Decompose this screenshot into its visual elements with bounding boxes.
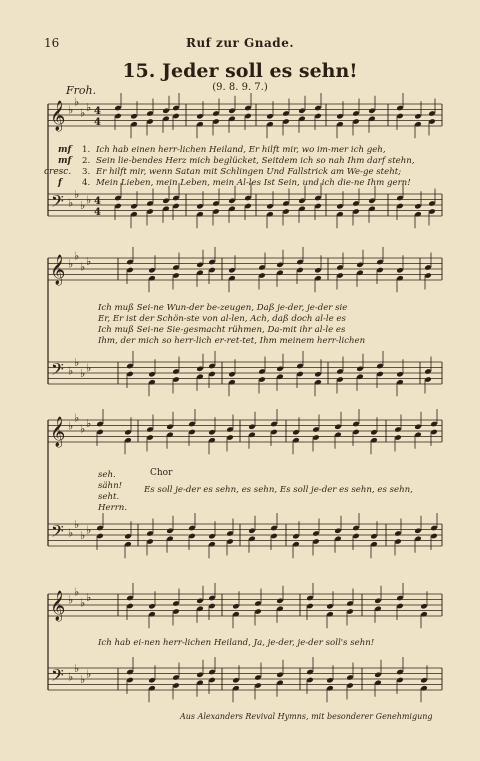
system1-time-sig: 4 — [94, 106, 101, 117]
verse-number-4: 4. — [82, 178, 91, 188]
system4-treble-key-flat: ♭ — [74, 585, 80, 599]
system1-treble-key-flat: ♭ — [80, 106, 86, 120]
system1-bass-key-flat: ♭ — [86, 193, 92, 207]
system2-bass-key-flat: ♭ — [86, 361, 92, 375]
system3-bass-key-flat: ♭ — [86, 523, 92, 537]
verse-line-4: Mein Lieben, mein Leben, mein Al-les Ist Sein, und ich die-ne Ihm gern! — [96, 178, 411, 188]
ending-verse-2: sähn! — [98, 481, 123, 491]
dynamic-verse-1: mf — [58, 145, 72, 155]
system1-bass-key-flat: ♭ — [74, 188, 80, 201]
system3-bass-key-flat: ♭ — [74, 518, 80, 531]
system1-time-sig: 4 — [94, 117, 101, 128]
system4-bass-key-flat: ♭ — [74, 662, 80, 675]
tempo-marking: Froh. — [66, 84, 97, 97]
lyric-line-s2-2: Er, Er ist der Schön-ste von al-len, Ach, daß doch al-le es — [98, 314, 346, 324]
dynamic-verse-2: mf — [58, 156, 72, 166]
system1-time-sig: 4 — [94, 196, 101, 207]
system3-bass-clef: 𝄢 — [51, 521, 64, 545]
source-credit: Aus Alexanders Revival Hymns, mit besonderer Genehmigung — [180, 712, 433, 721]
lyric-line-s4: Ich hab ei-nen herr-lichen Heiland, Ja, je-der, je-der soll's sehn! — [98, 638, 375, 648]
system2-treble-clef: 𝄞 — [50, 255, 66, 285]
lyric-line-s2-4: Ihm, der mich so herr-lich er-ret-tet, Ihm meinem herr-lichen — [98, 336, 366, 346]
system4-treble-key-flat: ♭ — [80, 596, 86, 610]
system3-treble-clef: 𝄞 — [50, 417, 66, 447]
system4-bass-key-flat: ♭ — [86, 667, 92, 681]
verse-number-2: 2. — [82, 156, 91, 166]
system2-treble-key-flat: ♭ — [80, 260, 86, 274]
verse-line-3: Er hilft mir, wenn Satan mit Schlingen Und Fallstrick am We-ge steht; — [96, 167, 402, 177]
system1-bass-clef: 𝄢 — [51, 191, 64, 215]
system1-bass-key-flat: ♭ — [80, 199, 86, 212]
verse-line-2: Sein lie-bendes Herz mich beglücket, Seitdem ich so nah Ihm darf stehn, — [96, 156, 415, 166]
system2-bass-key-flat: ♭ — [74, 356, 80, 369]
dynamic-verse-3: cresc. — [44, 167, 72, 177]
system1-treble-key-flat: ♭ — [74, 95, 80, 109]
system4-treble-key-flat: ♭ — [68, 593, 74, 607]
running-title: Ruf zur Gnade. — [185, 36, 295, 50]
verse-number-3: 3. — [82, 167, 91, 177]
lyric-line-s2-3: Ich muß Sei-ne Sie-gesmacht rühmen, Da-mit ihr al-le es — [98, 325, 346, 335]
verse-line-1: Ich hab einen herr-lichen Heiland, Er hilft mir, wo im-mer ich geh, — [96, 145, 386, 155]
system2-treble-key-flat: ♭ — [74, 249, 80, 263]
system1-bass-key-flat: ♭ — [68, 196, 74, 210]
system4-bass-key-flat: ♭ — [80, 673, 86, 686]
system4-bass-clef: 𝄢 — [51, 665, 64, 689]
ending-verse-4: Herrn. — [98, 503, 128, 513]
system3-bass-key-flat: ♭ — [68, 526, 74, 540]
system2-treble-key-flat: ♭ — [68, 257, 74, 271]
system1-time-sig: 4 — [94, 207, 101, 218]
system3-treble-key-flat: ♭ — [80, 422, 86, 436]
chorus-lyric: Es soll je-der es sehn, es sehn, Es soll je-der es sehn, es sehn, — [144, 485, 413, 495]
ending-verse-3: seht. — [98, 492, 120, 502]
page-number: 16 — [44, 36, 60, 50]
system3-bass-key-flat: ♭ — [80, 529, 86, 542]
ending-verse-1: seh. — [98, 470, 116, 480]
system2-treble-key-flat: ♭ — [86, 254, 92, 268]
system4-treble-key-flat: ♭ — [86, 590, 92, 604]
hymn-title: 15. Jeder soll es sehn! — [122, 60, 358, 82]
lyric-line-s2-1: Ich muß Sei-ne Wun-der be-zeugen, Daß je-der, je-der sie — [98, 303, 348, 313]
dynamic-verse-4: f — [58, 178, 62, 188]
system2-bass-key-flat: ♭ — [68, 364, 74, 378]
chorus-label: Chor — [150, 468, 173, 478]
system3-treble-key-flat: ♭ — [68, 419, 74, 433]
system3-treble-key-flat: ♭ — [86, 416, 92, 430]
system1-treble-clef: 𝄞 — [50, 101, 66, 131]
verse-number-1: 1. — [82, 145, 91, 155]
system1-treble-key-flat: ♭ — [86, 100, 92, 114]
meter: (9. 8. 9. 7.) — [212, 82, 268, 93]
system3-treble-key-flat: ♭ — [74, 411, 80, 425]
system2-bass-clef: 𝄢 — [51, 359, 64, 383]
system4-bass-key-flat: ♭ — [68, 670, 74, 684]
system2-bass-key-flat: ♭ — [80, 367, 86, 380]
system4-treble-clef: 𝄞 — [50, 591, 66, 621]
system1-treble-key-flat: ♭ — [68, 103, 74, 117]
